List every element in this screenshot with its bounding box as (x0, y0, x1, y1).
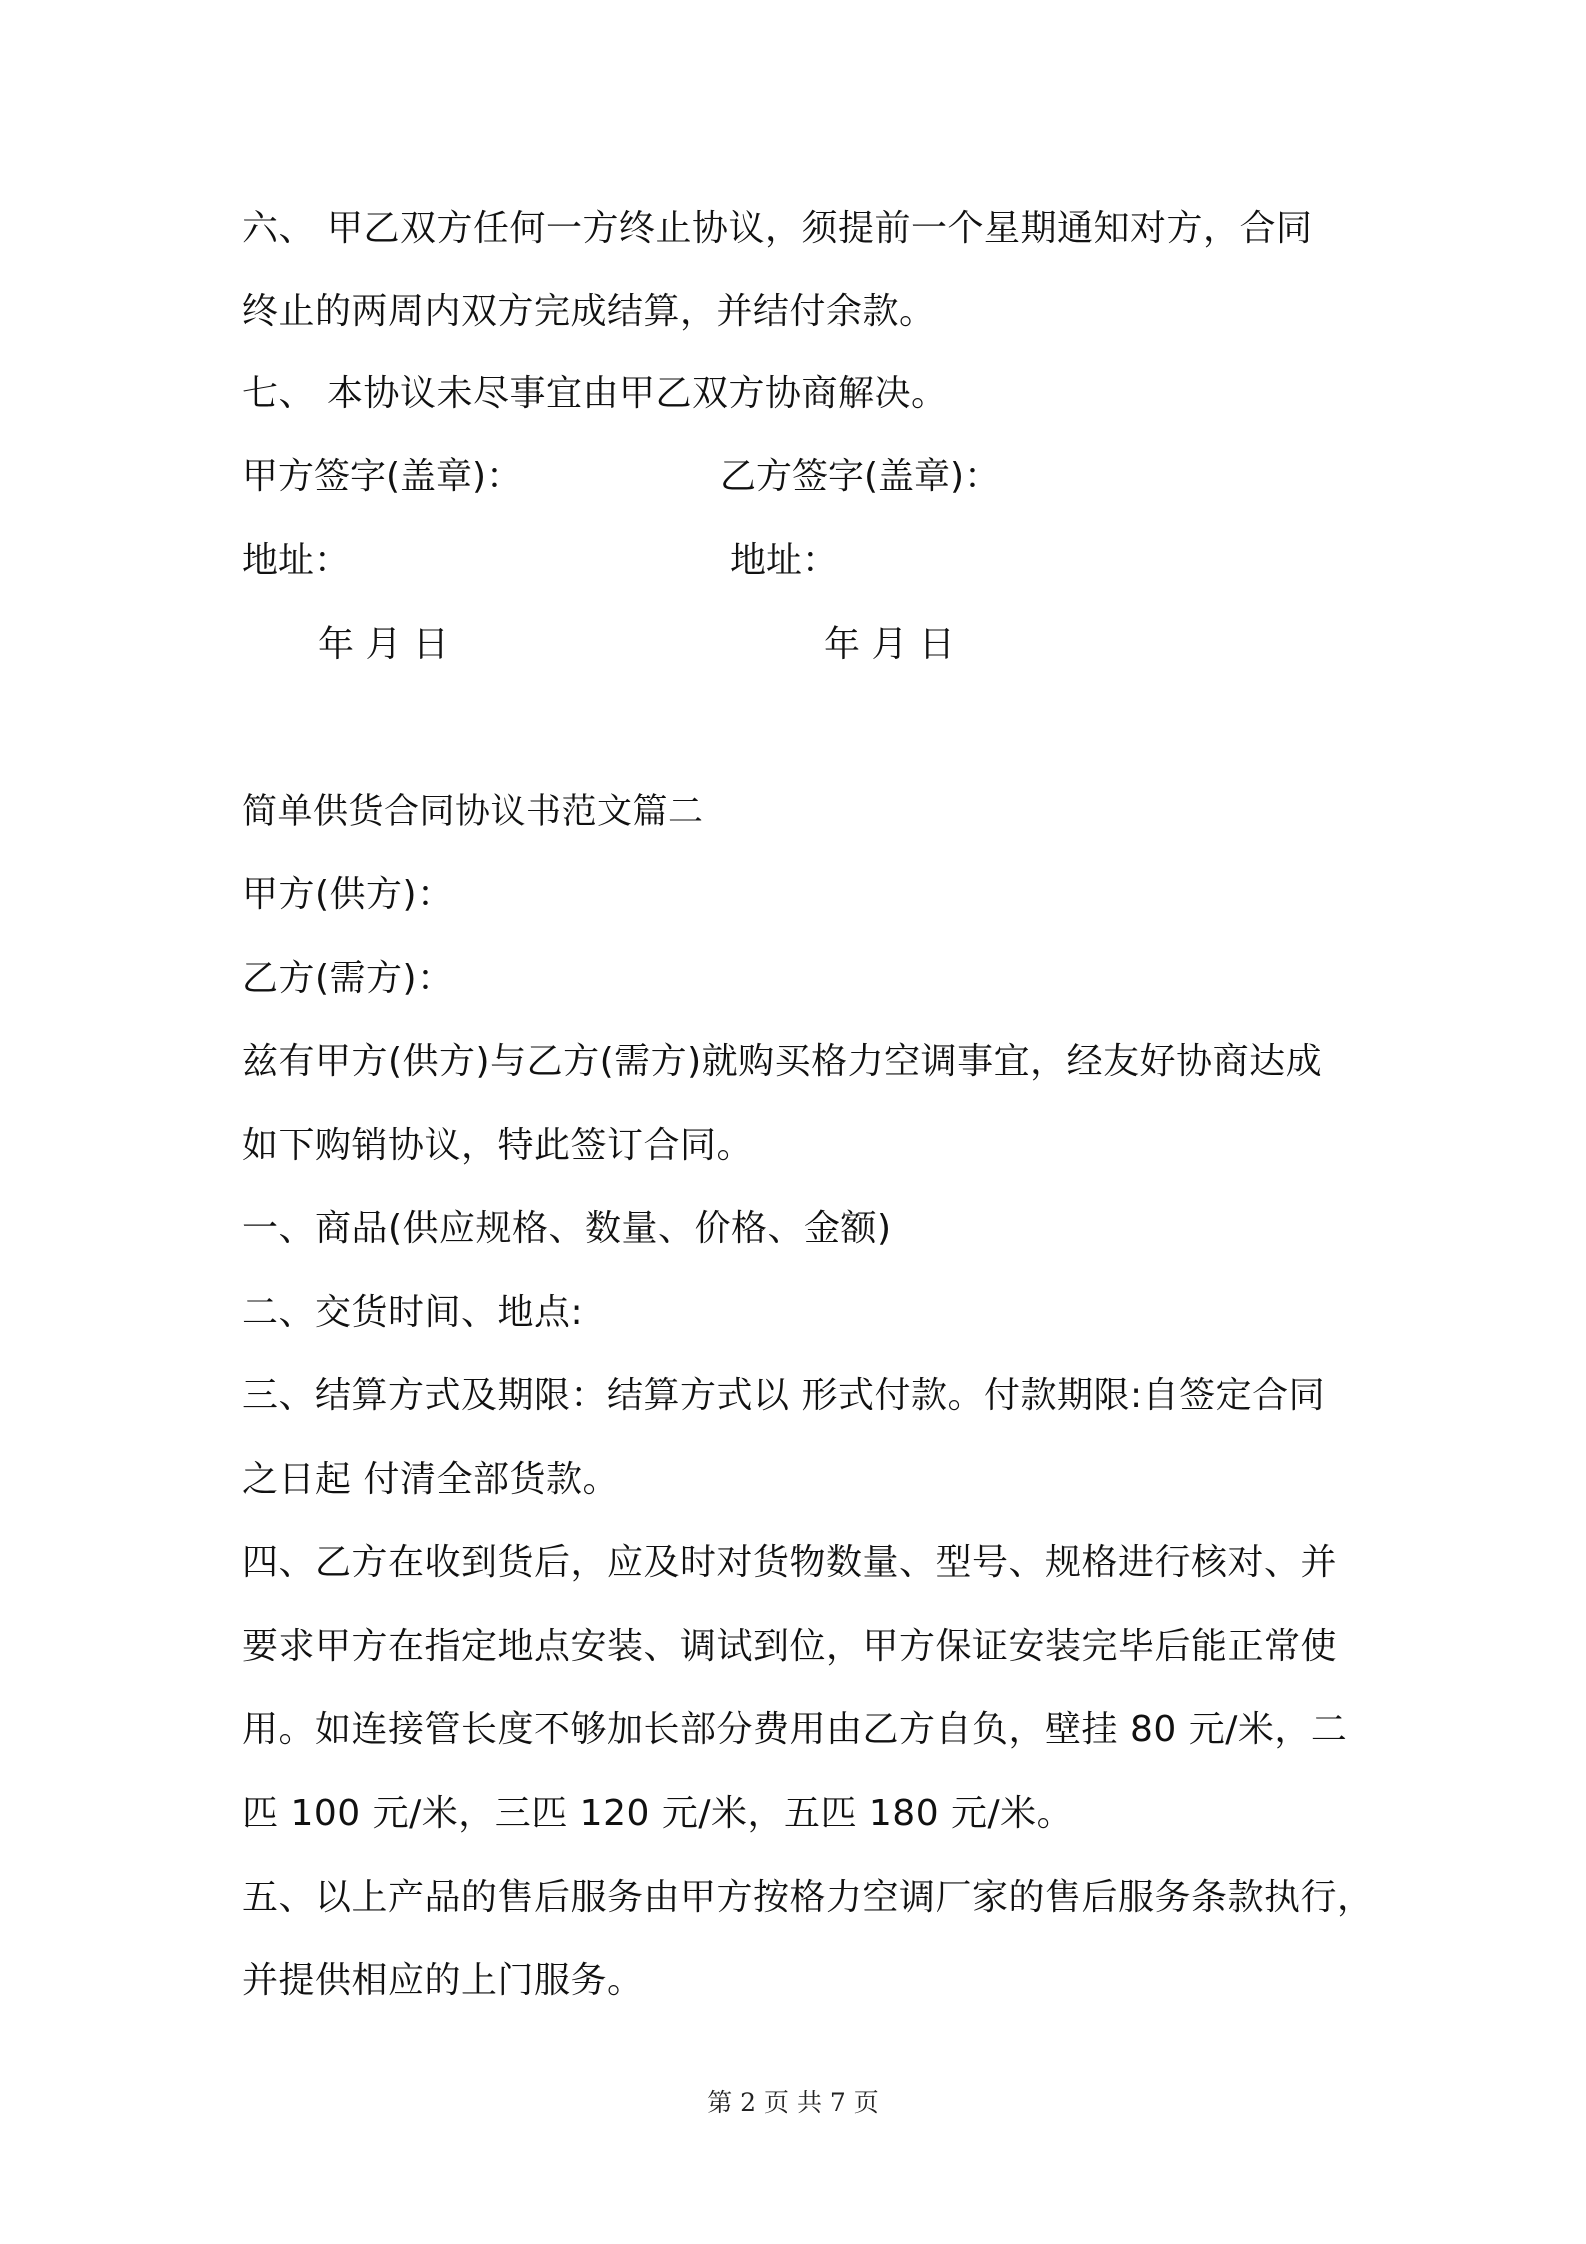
item-5-line-1: 五、以上产品的售后服务由甲方按格力空调厂家的售后服务条款执行， (242, 1877, 1374, 1918)
item-4-line-2: 要求甲方在指定地点安装、调试到位，甲方保证安装完毕后能正常使 (242, 1626, 1338, 1667)
item-2: 二、交货时间、地点: (242, 1292, 584, 1333)
party-b-signature-label: 乙方签字(盖章)： (720, 456, 1001, 497)
item-1: 一、商品(供应规格、数量、价格、金额) (242, 1208, 892, 1249)
clause-7: 七、 本协议未尽事宜由甲乙双方协商解决。 (242, 373, 948, 414)
party-b-buyer-label: 乙方(需方)： (242, 958, 454, 999)
item-3-line-1: 三、结算方式及期限：结算方式以 形式付款。付款期限:自签定合同 (242, 1375, 1326, 1416)
item-4-line-1: 四、乙方在收到货后，应及时对货物数量、型号、规格进行核对、并 (242, 1542, 1338, 1583)
item-4-line-4: 匹 100 元/米，三匹 120 元/米，五匹 180 元/米。 (242, 1793, 1074, 1834)
intro-line-2: 如下购销协议，特此签订合同。 (242, 1125, 754, 1166)
item-5-line-2: 并提供相应的上门服务。 (242, 1960, 644, 2001)
party-a-supplier-label: 甲方(供方)： (242, 874, 454, 915)
party-b-date-label: 年 月 日 (824, 624, 955, 665)
section-two-title: 简单供货合同协议书范文篇二 (242, 792, 704, 832)
clause-6-line-2: 终止的两周内双方完成结算，并结付余款。 (242, 291, 936, 332)
party-a-date-label: 年 月 日 (318, 624, 449, 665)
intro-line-1: 兹有甲方(供方)与乙方(需方)就购买格力空调事宜，经友好协商达成 (242, 1041, 1323, 1082)
item-3-line-2: 之日起 付清全部货款。 (242, 1459, 619, 1500)
party-b-address-label: 地址： (730, 540, 839, 581)
item-4-line-3: 用。如连接管长度不够加长部分费用由乙方自负，壁挂 80 元/米，二 (242, 1709, 1348, 1750)
page-number-footer: 第 2 页 共 7 页 (707, 2088, 879, 2117)
clause-6-line-1: 六、 甲乙双方任何一方终止协议，须提前一个星期通知对方，合同 (242, 208, 1313, 249)
party-a-signature-label: 甲方签字(盖章)： (242, 456, 523, 497)
party-a-address-label: 地址： (242, 540, 351, 581)
